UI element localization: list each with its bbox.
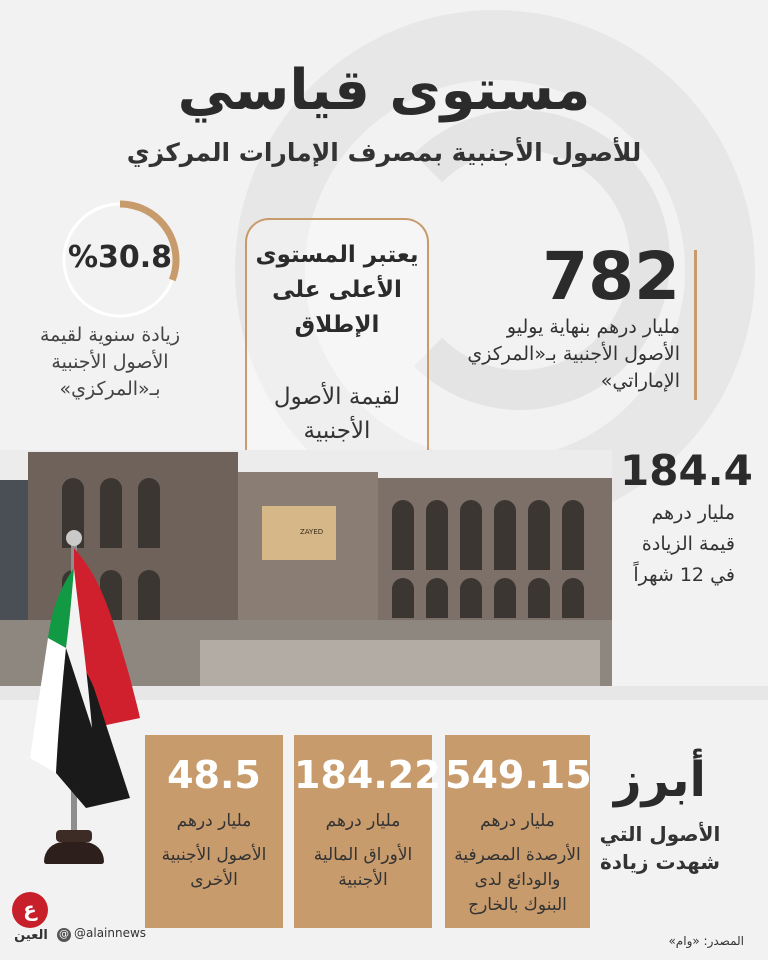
- photo-window: [494, 578, 516, 618]
- photo-plaza-canopies: [200, 640, 600, 688]
- photo-window: [138, 478, 160, 548]
- page-subtitle: للأصول الأجنبية بمصرف الإمارات المركزي: [126, 138, 642, 167]
- asset-box-value: 549.15: [445, 753, 592, 797]
- photo-window: [392, 578, 414, 618]
- foreign-assets-total-description: [440, 314, 680, 395]
- asset-box-label: الأوراق المالية الأجنبية: [313, 845, 413, 890]
- building-sign: [262, 506, 336, 560]
- asset-box-deposits: [445, 735, 590, 928]
- photo-window: [562, 500, 584, 570]
- social-handle: @alainnews: [74, 926, 147, 940]
- asset-box-value: 184.22: [294, 753, 441, 797]
- alain-logo-text: العين: [14, 928, 48, 943]
- flag-pole-finial: [66, 530, 82, 546]
- uae-flag-icon: [30, 548, 140, 808]
- accent-divider: [694, 250, 697, 400]
- asset-box-label: الأرصدة المصرفية والودائع لدى البنوك بالخارج: [454, 845, 581, 915]
- page-title: مستوى قياسي: [177, 58, 591, 123]
- photo-window: [460, 500, 482, 570]
- photo-window: [426, 578, 448, 618]
- alain-logo-glyph-icon: ع: [23, 897, 37, 921]
- top-assets-subheading: الأصول التي شهدت زيادة: [599, 822, 721, 874]
- foreign-assets-total-unit: مليار درهم بنهاية يوليو: [506, 316, 680, 338]
- photo-window: [562, 578, 584, 618]
- increase-label: قيمة الزيادة في 12 شهراً: [633, 533, 735, 586]
- photo-window: [138, 570, 160, 620]
- asset-box-securities: [294, 735, 441, 928]
- record-level-light-text: لقيمة الأصول الأجنبية: [273, 384, 401, 444]
- flag-base: [44, 842, 104, 864]
- social-at-icon: @: [59, 929, 69, 940]
- building-sign-text: ZAYED: [300, 528, 324, 536]
- photo-window: [460, 578, 482, 618]
- asset-box-unit: مليار درهم: [480, 811, 555, 831]
- asset-box-value: 48.5: [167, 753, 261, 797]
- foreign-assets-total-value: 782: [542, 238, 680, 315]
- asset-box-unit: مليار درهم: [176, 811, 252, 831]
- asset-box-unit: مليار درهم: [325, 811, 401, 831]
- top-assets-heading: أبرز: [614, 752, 706, 808]
- annual-increase-description: زيادة سنوية لقيمة الأصول الأجنبية بـ«المركزي»: [40, 324, 180, 400]
- photo-window: [392, 500, 414, 570]
- photo-window: [426, 500, 448, 570]
- increase-description: [620, 498, 735, 591]
- increase-unit: مليار درهم: [651, 502, 735, 524]
- photo-window: [494, 500, 516, 570]
- foreign-assets-total-label: الأصول الأجنبية بـ«المركزي الإماراتي»: [467, 343, 680, 392]
- record-level-strong-text: يعتبر المستوى الأعلى على الإطلاق: [255, 242, 419, 338]
- photo-window: [528, 500, 550, 570]
- increase-value: 184.4: [620, 446, 753, 495]
- annual-increase-value: %30.8: [67, 240, 173, 275]
- asset-box-label: الأصول الأجنبية الأخرى: [161, 845, 267, 890]
- photo-window: [528, 578, 550, 618]
- source-credit: المصدر: «وام»: [668, 934, 744, 948]
- flag-base-neck: [56, 830, 92, 842]
- asset-box-other: [145, 735, 283, 928]
- photo-window: [100, 478, 122, 548]
